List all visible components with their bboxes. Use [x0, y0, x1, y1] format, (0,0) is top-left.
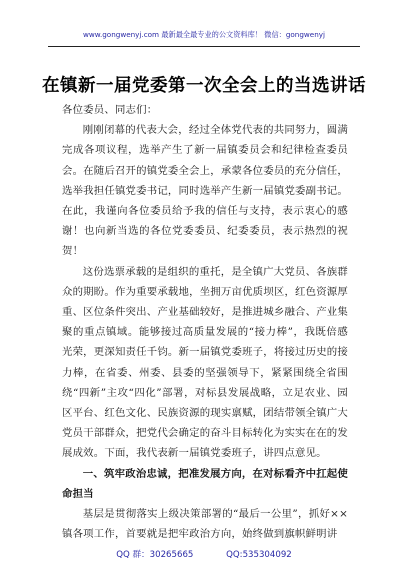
site-footer-contact	[0, 548, 408, 560]
paragraph-1: 刚刚闭幕的代表大会，经过全体党代表的共同努力，圆满完成各项议程，选举产生了新一届镇委员会和纪律检查委员会。在随后召开的镇党委全会上，承蒙各位委员的充分信任，选举我担任镇党委书记，同时选举产生新一届镇党委副书记。在此，我谨向各位委员给予我的信任与支持，表示衷心的感谢！也向新当选的各位党委委员、纪委委员，表示热烈的祝贺！	[62, 124, 348, 258]
section-heading: 一、筑牢政治忠诚，把准发展方向，在对标看齐中扛起使命担当	[62, 467, 348, 500]
header-divider	[48, 46, 360, 47]
qq-number: QQ:535304092	[226, 550, 292, 560]
site-header-banner: www.gongwenyj.com 最新最全最专业的公文资料库！ 微信：gongwenyj	[82, 30, 326, 39]
document-title: 在镇新一届党委第一次全会上的当选讲话	[42, 76, 366, 96]
document-body	[62, 100, 348, 544]
paragraph-2: 这份选票承载的是组织的重托，是全镇广大党员、各族群众的期盼。作为重要承载地，坐拥万亩优质坝区，红色资源厚重、区位条件突出、产业基础较好，是推进城乡融合、产业集聚的重点镇域。能够接过高质量发展的“接力棒”，我既倍感光荣，更深知责任千钧。新一届镇党委班子，将接过历史的接力棒，在省委、州委、县委的坚强领导下，紧紧围绕全省围绕“四新”主攻“四化”部署，对标县发展战略，立足农业、园区平台、红色文化、民族资源的现实禀赋，团结带领全镇广大党员干部群众，把党代会确定的奋斗目标转化为实实在在的发展成效。下面，我代表新一届镇党委班子，讲四点意见。	[62, 265, 348, 460]
section-paragraph: 基层是贯彻落实上级决策部署的“最后一公里”，抓好××镇各项工作，首要就是把牢政治方向，始终做到旗帜鲜明讲	[62, 508, 348, 541]
qq-group-number: QQ 群：30265665	[116, 550, 194, 560]
salutation: 各位委员、同志们：	[62, 104, 158, 116]
